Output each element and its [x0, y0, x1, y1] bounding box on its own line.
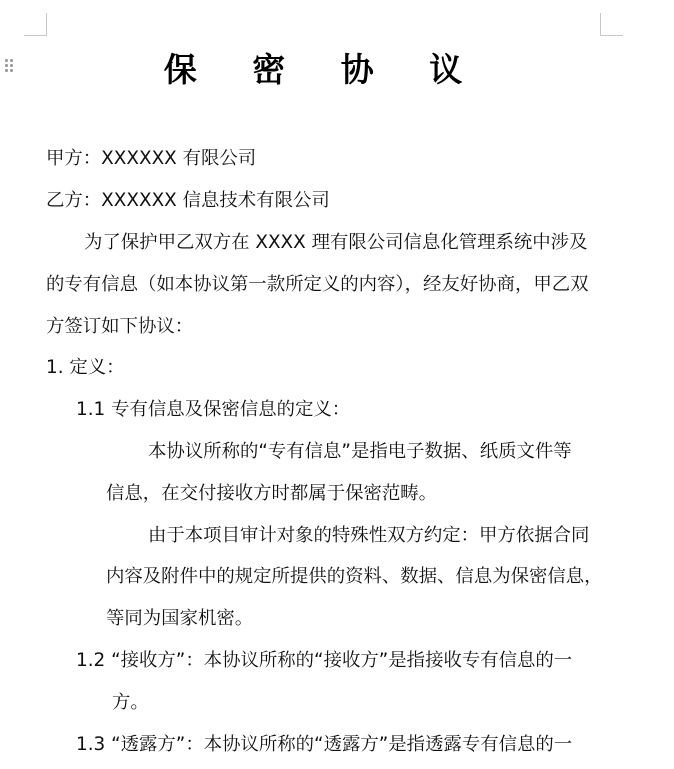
page-corner-mark-top-right [600, 13, 623, 36]
intro-line-1[interactable]: 为了保护甲乙双方在 XXXX 理有限公司信息化管理系统中涉及 [84, 232, 588, 253]
intro-line-2[interactable]: 的专有信息（如本协议第一款所定义的内容），经友好协商，甲乙双 [46, 274, 589, 295]
para-2-line-3[interactable]: 等同为国家机密。 [106, 608, 254, 629]
para-2-line-1[interactable]: 由于本项目审计对象的特殊性双方约定：甲方依据合同 [148, 525, 590, 546]
para-1-line-2[interactable]: 信息，在交付接收方时都属于保密范畴。 [106, 483, 438, 504]
section-1-2-line-2[interactable]: 方。 [112, 692, 149, 713]
section-1-1-heading[interactable]: 1.1 专有信息及保密信息的定义： [76, 399, 351, 420]
section-1-heading[interactable]: 1. 定义： [46, 357, 125, 378]
intro-line-3[interactable]: 方签订如下协议： [46, 316, 194, 337]
para-2-line-2[interactable]: 内容及附件中的规定所提供的资料、数据、信息为保密信息， [106, 566, 603, 587]
para-1-line-1[interactable]: 本协议所称的“专有信息”是指电子数据、纸质文件等 [148, 441, 572, 462]
party-a-line[interactable]: 甲方：XXXXXX 有限公司 [46, 148, 257, 169]
section-1-2-line-1[interactable]: 1.2 “接收方”：本协议所称的“接收方”是指接收专有信息的一 [76, 650, 573, 671]
section-1-3-line-1[interactable]: 1.3 “透露方”：本协议所称的“透露方”是指透露专有信息的一 [76, 734, 573, 755]
page-corner-mark-top-left [24, 13, 47, 36]
party-b-line[interactable]: 乙方：XXXXXX 信息技术有限公司 [46, 190, 330, 211]
document-title[interactable]: 保 密 协 议 [163, 50, 485, 89]
